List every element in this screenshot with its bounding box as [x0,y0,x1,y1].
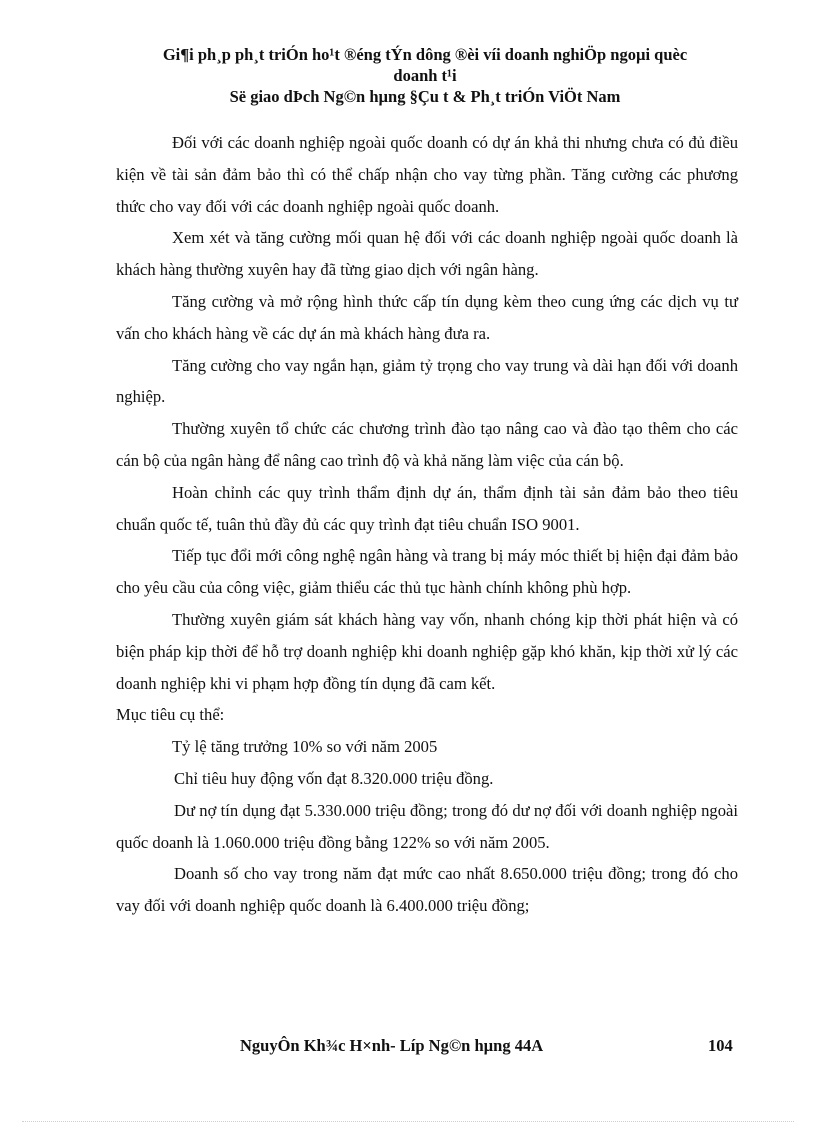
target-outstanding-loans: Dư nợ tín dụng đạt 5.330.000 triệu đồng; trong đó dư nợ đối với doanh nghiệp ngoài quốc doanh là 1.060.000 triệu đồng bằng 122% so với năm 2005. [116,800,738,852]
paragraph-short-term-lending: Tăng cường cho vay ngắn hạn, giảm tỷ trọng cho vay trung và dài hạn đối với doanh nghiệp. [116,355,738,407]
footer-author: NguyÔn Kh¾c H×nh- Líp Ng©n hµng 44A [240,1036,544,1055]
page-edge-rule [22,1121,794,1122]
target-growth-rate: Tỷ lệ tăng trưởng 10% so với năm 2005 [172,737,438,757]
page-number: 104 [708,1036,733,1055]
paragraph-partial-lending: Đối với các doanh nghiệp ngoài quốc doanh có dự án khả thi nhưng chưa có đủ điều kiện về tài sản đảm bảo thì có thể chấp nhận cho vay từng phần. Tăng cường các phương thức cho vay đối với các doanh nghiệp ngoài quốc doanh. [116,133,738,216]
header-title-line-3: Së giao dÞch Ng©n hµng §Çu t & Ph¸t triÓn ViÖt Nam [229,87,621,106]
body-text [116,127,738,922]
paragraph-appraisal-process: Hoàn chỉnh các quy trình thẩm định dự án, thẩm định tài sản đảm bảo theo tiêu chuẩn quốc tế, tuân thủ đầy đủ các quy trình đạt tiêu chuẩn ISO 9001. [116,482,738,534]
section-label-targets: Mục tiêu cụ thể: [116,705,225,725]
header-title-line-2: doanh t¹i [393,66,457,85]
target-lending-turnover: Doanh số cho vay trong năm đạt mức cao nhất 8.650.000 triệu đồng; trong đó cho vay đối với doanh nghiệp quốc doanh là 6.400.000 triệu đồng; [116,864,738,916]
paragraph-borrower-monitoring: Thường xuyên giám sát khách hàng vay vốn, nhanh chóng kịp thời phát hiện và có biện pháp kịp thời để hỗ trợ doanh nghiệp khi doanh nghiệp gặp khó khăn, kịp thời xử lý các doanh nghiệp khi vi phạm hợp đồng tín dụng đã cam kết. [116,609,738,693]
running-footer [0,1036,816,1060]
paragraph-client-relations: Xem xét và tăng cường mối quan hệ đối với các doanh nghiệp ngoài quốc doanh là khách hàng thường xuyên hay đã từng giao dịch với ngân hàng. [116,228,738,280]
paragraph-advisory-services: Tăng cường và mở rộng hình thức cấp tín dụng kèm theo cung ứng các dịch vụ tư vấn cho khách hàng về các dự án mà khách hàng đưa ra. [116,291,738,343]
target-capital-mobilization: Chỉ tiêu huy động vốn đạt 8.320.000 triệu đồng. [174,768,494,788]
header-title-line-1: Gi¶i ph¸p ph¸t triÓn ho¹t ®éng tÝn dông ®èi víi doanh nghiÖp ngoµi quèc [162,45,688,64]
running-header [110,44,740,107]
paragraph-technology-upgrade: Tiếp tục đổi mới công nghệ ngân hàng và trang bị máy móc thiết bị hiện đại đảm bảo cho yêu cầu của công việc, giảm thiểu các thủ tục hành chính không phù hợp. [116,546,738,598]
paragraph-staff-training: Thường xuyên tổ chức các chương trình đào tạo nâng cao và đào tạo thêm cho các cán bộ của ngân hàng để nâng cao trình độ và khả năng làm việc của cán bộ. [116,419,738,470]
